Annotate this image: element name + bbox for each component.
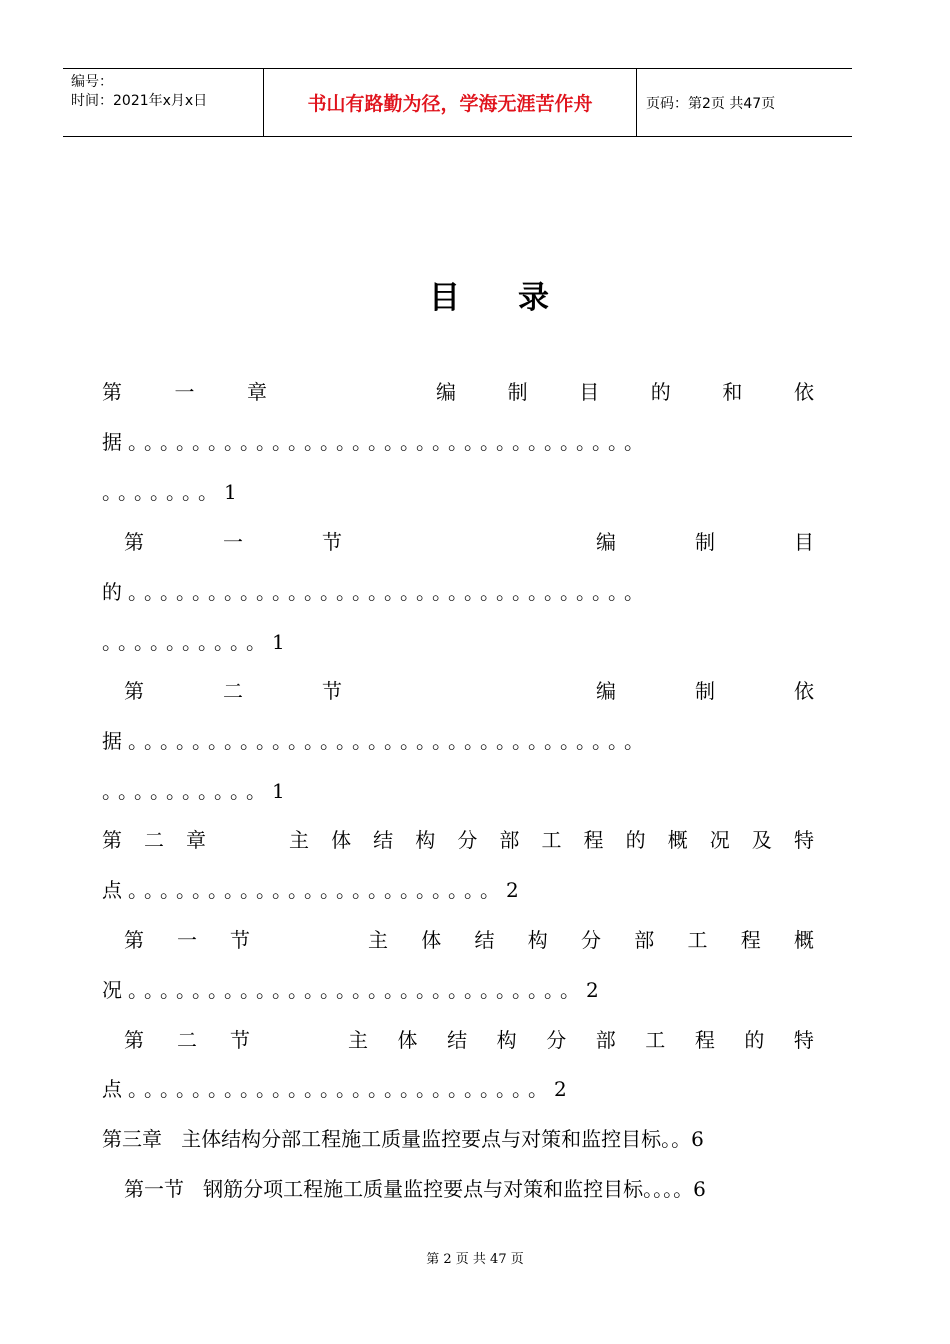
toc-char: 第 — [124, 679, 144, 703]
toc-entry-chapter-2-line-2: 点。。。。。。。。。。。。。。。。。。。。。。。2 — [102, 878, 525, 902]
toc-char: 二 — [223, 679, 243, 703]
header-divider — [636, 69, 637, 136]
toc-char: 工 — [541, 828, 562, 852]
toc-char: 依 — [794, 679, 814, 703]
toc-char: 程 — [740, 928, 761, 952]
toc-entry-section-2-2-line-2: 点。。。。。。。。。。。。。。。。。。。。。。。。。。2 — [102, 1077, 573, 1101]
toc-char: 依 — [793, 380, 814, 404]
toc-char: 节 — [230, 1028, 250, 1052]
toc-char: 结 — [447, 1028, 468, 1052]
toc-char: 构 — [527, 928, 548, 952]
toc-char: 体 — [421, 928, 442, 952]
toc-entry-section-2-1-line-1[interactable] — [124, 926, 814, 954]
toc-entry-chapter-2-line-1[interactable] — [102, 826, 814, 854]
toc-char: 特 — [793, 828, 814, 852]
toc-char: 主 — [368, 928, 388, 952]
page-footer: 第 2 页 共 47 页 — [426, 1252, 524, 1267]
toc-char: 主 — [289, 828, 309, 852]
toc-entry-section-2-2-line-1[interactable] — [124, 1026, 814, 1054]
toc-char: 工 — [645, 1028, 666, 1052]
toc-char: 的 — [625, 828, 646, 852]
toc-entry-section-3-1[interactable]: 第一节 钢筋分项工程施工质量监控要点与对策和监控目标。。。。6 — [124, 1177, 706, 1201]
time-label: 时间：2021年x月x日 — [71, 93, 208, 109]
toc-char: 分 — [546, 1028, 567, 1052]
toc-char: 一 — [223, 530, 243, 554]
toc-char: 况 — [709, 828, 730, 852]
toc-entry-section-1-2-line-3: 。。。。。。。。。。1 — [102, 779, 291, 803]
toc-title: 目录 — [429, 280, 607, 316]
toc-char: 体 — [331, 828, 352, 852]
toc-char: 结 — [474, 928, 495, 952]
toc-char: 体 — [397, 1028, 418, 1052]
toc-char: 第 — [102, 828, 122, 852]
toc-char: 概 — [794, 928, 814, 952]
toc-char: 工 — [687, 928, 708, 952]
toc-char: 部 — [499, 828, 520, 852]
toc-char: 第 — [124, 928, 144, 952]
toc-char: 主 — [348, 1028, 368, 1052]
toc-char: 一 — [177, 928, 197, 952]
toc-char: 的 — [650, 380, 671, 404]
toc-char: 特 — [793, 1028, 814, 1052]
toc-char: 构 — [415, 828, 436, 852]
toc-entry-section-1-1-line-3: 。。。。。。。。。。1 — [102, 630, 291, 654]
toc-entry-section-2-1-line-2: 况。。。。。。。。。。。。。。。。。。。。。。。。。。。。2 — [102, 978, 605, 1002]
toc-char: 构 — [496, 1028, 517, 1052]
toc-char: 第 — [124, 1028, 144, 1052]
toc-char: 分 — [457, 828, 478, 852]
toc-char: 编 — [436, 380, 456, 404]
toc-char: 第 — [102, 380, 122, 404]
toc-entry-section-1-1-line-1[interactable] — [124, 528, 814, 556]
toc-char: 第 — [124, 530, 144, 554]
toc-char: 的 — [744, 1028, 765, 1052]
toc-char: 概 — [667, 828, 688, 852]
toc-char: 及 — [751, 828, 772, 852]
toc-char: 一 — [174, 380, 195, 404]
toc-char: 节 — [230, 928, 250, 952]
toc-char: 编 — [596, 530, 616, 554]
toc-char: 节 — [322, 530, 342, 554]
toc-char: 编 — [596, 679, 616, 703]
toc-entry-chapter-1-line-1[interactable] — [102, 378, 814, 406]
toc-char: 二 — [144, 828, 164, 852]
toc-char: 程 — [583, 828, 604, 852]
toc-entry-section-1-2-line-1[interactable] — [124, 677, 814, 705]
toc-entry-section-1-2-line-2: 据。。。。。。。。。。。。。。。。。。。。。。。。。。。。。。。。 — [102, 729, 650, 753]
toc-char: 程 — [694, 1028, 715, 1052]
toc-char: 部 — [595, 1028, 616, 1052]
toc-char: 制 — [507, 380, 528, 404]
toc-char: 目 — [579, 380, 600, 404]
toc-char: 章 — [186, 828, 206, 852]
toc-entry-chapter-3[interactable]: 第三章 主体结构分部工程施工质量监控要点与对策和监控目标。。6 — [102, 1127, 704, 1151]
toc-char: 二 — [177, 1028, 197, 1052]
toc-char: 目 — [794, 530, 814, 554]
toc-entry-chapter-1-line-2: 据。。。。。。。。。。。。。。。。。。。。。。。。。。。。。。。。 — [102, 430, 650, 454]
toc-char: 和 — [722, 380, 743, 404]
header-page-info: 页码：第2页 共47页 — [646, 95, 776, 112]
toc-char: 部 — [634, 928, 655, 952]
toc-char: 制 — [695, 679, 715, 703]
header-meta — [71, 73, 207, 111]
toc-entry-chapter-1-line-3: 。。。。。。。1 — [102, 480, 243, 504]
toc-char: 章 — [247, 380, 267, 404]
header-motto: 书山有路勤为径，学海无涯苦作舟 — [307, 93, 593, 115]
toc-char: 分 — [581, 928, 601, 952]
document-header — [63, 68, 852, 137]
toc-char: 结 — [373, 828, 394, 852]
toc-char: 制 — [695, 530, 715, 554]
toc-entry-section-1-1-line-2: 的。。。。。。。。。。。。。。。。。。。。。。。。。。。。。。。。 — [102, 580, 650, 604]
serial-label: 编号： — [71, 74, 113, 90]
toc-char: 节 — [322, 679, 342, 703]
